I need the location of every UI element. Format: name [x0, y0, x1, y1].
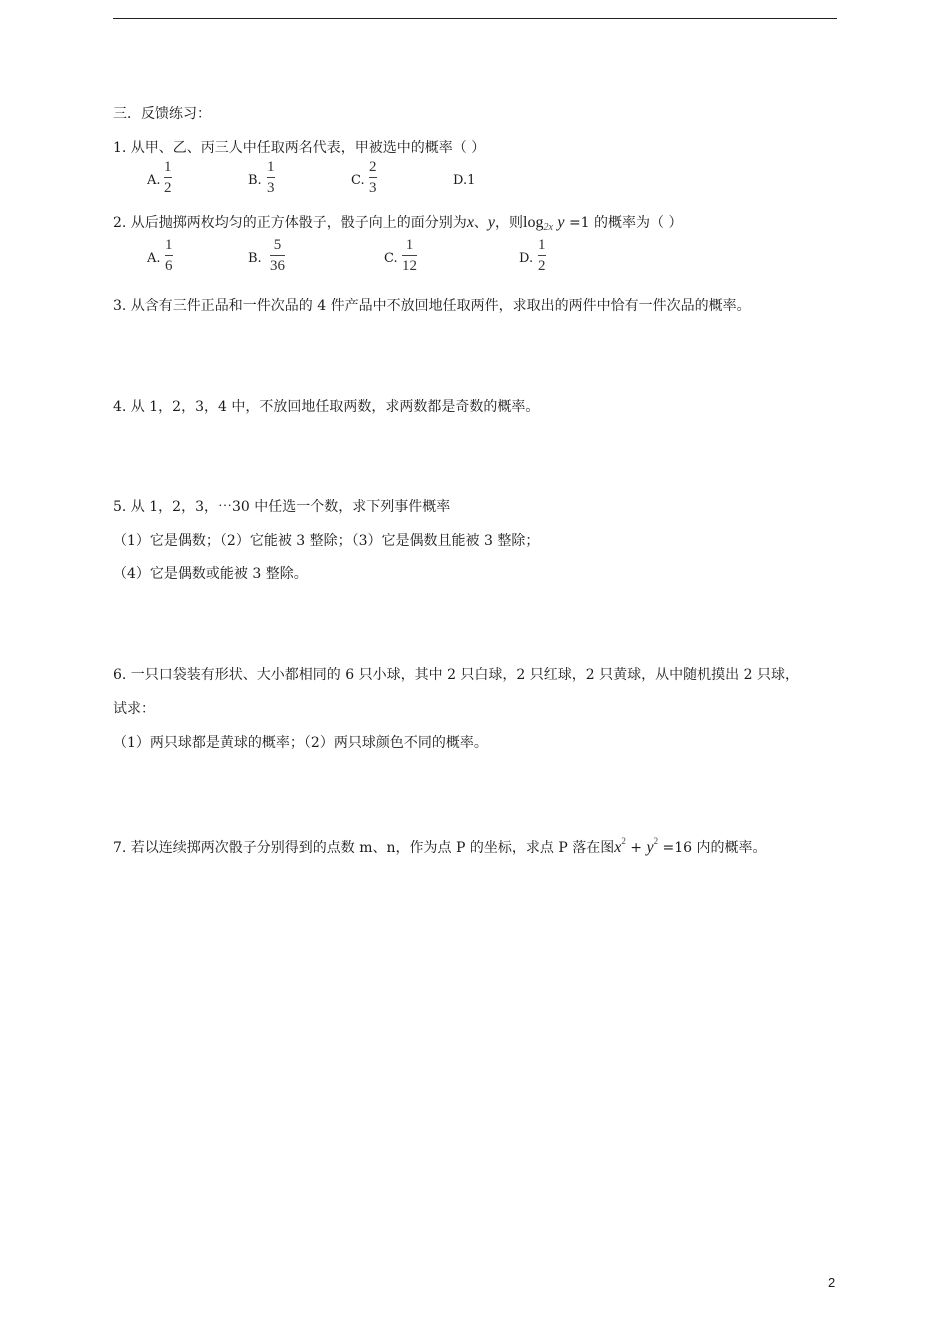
q2-sep: 、	[473, 215, 488, 231]
numerator: 1	[267, 159, 275, 175]
question-3: 3. 从含有三件正品和一件次品的 4 件产品中不放回地任取两件，求取出的两件中恰有一件次品的概率。	[113, 298, 751, 314]
denominator: 2	[164, 180, 172, 196]
question-5-part-1: （1）它是偶数；（2）它能被 3 整除；（3）它是偶数且能被 3 整除；	[113, 533, 540, 549]
q1-option-b-fraction	[267, 158, 275, 197]
numerator: 2	[369, 159, 377, 175]
question-5-part-2: （4）它是偶数或能被 3 整除。	[113, 566, 308, 582]
question-1: 1. 从甲、乙、丙三人中任取两名代表，甲被选中的概率（ ）	[113, 140, 486, 156]
var-x: x	[614, 839, 622, 856]
log-base: 2x	[543, 222, 553, 233]
q1-option-c-fraction	[369, 158, 377, 197]
log-symbol: log	[523, 214, 544, 231]
numerator: 1	[538, 237, 546, 253]
q2-text-c: =1 的概率为（ ）	[568, 215, 683, 231]
question-6-continued: 试求：	[113, 701, 155, 717]
q2-option-c-label: C.	[384, 251, 398, 266]
page-number: 2	[828, 1275, 836, 1290]
q2-option-b-label: B.	[248, 251, 262, 266]
q1-option-d: D.1	[453, 173, 476, 188]
q1-option-a-label: A.	[147, 173, 161, 188]
q2-text-a: 2. 从后抛掷两枚均匀的正方体骰子，骰子向上的面分别为	[113, 215, 467, 231]
denominator: 36	[270, 258, 285, 274]
var-y: y	[487, 214, 496, 231]
numerator: 1	[405, 237, 414, 253]
numerator: 1	[164, 159, 172, 175]
plus-sign: +	[625, 840, 647, 856]
q1-option-a-fraction	[164, 158, 172, 197]
denominator: 6	[165, 258, 173, 274]
header-rule	[113, 18, 837, 19]
section-title: 三．反馈练习：	[113, 106, 211, 122]
numerator: 1	[165, 237, 173, 253]
var-x: x	[466, 214, 474, 231]
q2-option-d-fraction	[538, 236, 546, 275]
q2-option-b-fraction	[270, 236, 285, 275]
q2-option-d-label: D.	[519, 251, 534, 266]
question-6: 6. 一只口袋装有形状、大小都相同的 6 只小球，其中 2 只白球，2 只红球，2 只黄球，从中随机摸出 2 只球，	[113, 667, 799, 683]
question-6-parts: （1）两只球都是黄球的概率；（2）两只球颜色不同的概率。	[113, 735, 488, 751]
q1-option-b-label: B.	[248, 173, 262, 188]
denominator: 3	[267, 180, 275, 196]
q7-text-a: 7. 若以连续掷两次骰子分别得到的点数 m、n，作为点 P 的坐标，求点 P 落在图	[113, 840, 615, 856]
denominator: 2	[538, 258, 546, 274]
numerator: 5	[273, 237, 282, 253]
q2-option-a-fraction	[165, 236, 173, 275]
question-2	[113, 213, 683, 238]
denominator: 12	[402, 258, 417, 274]
var-y: y	[646, 839, 654, 856]
exponent-x: 2	[621, 836, 626, 846]
q1-option-c-label: C.	[351, 173, 365, 188]
q2-text-b: ，则	[495, 215, 524, 231]
denominator: 3	[369, 180, 377, 196]
question-7	[113, 831, 767, 858]
log-argument: y	[557, 214, 565, 231]
exponent-y: 2	[653, 836, 659, 846]
question-5: 5. 从 1，2，3，⋯30 中任选一个数，求下列事件概率	[113, 499, 451, 515]
question-4: 4. 从 1，2，3，4 中，不放回地任取两数，求两数都是奇数的概率。	[113, 399, 540, 415]
q2-option-c-fraction	[402, 236, 417, 275]
q2-option-a-label: A.	[147, 251, 161, 266]
q7-text-b: =16 内的概率。	[662, 840, 767, 856]
